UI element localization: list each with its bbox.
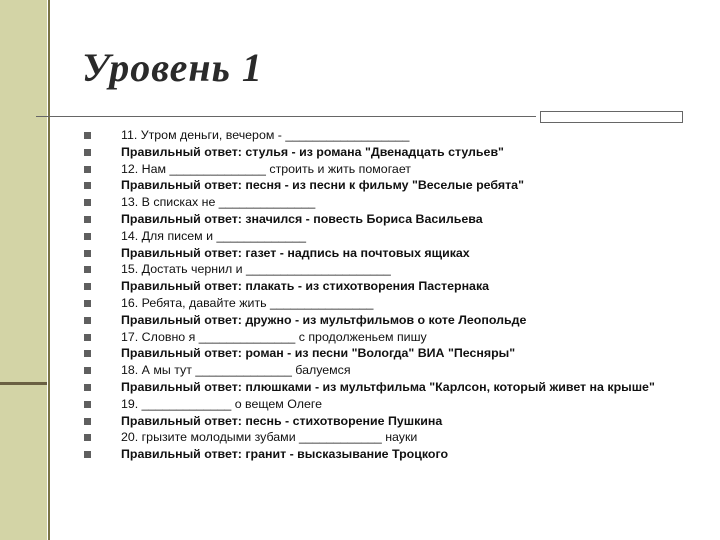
answer-text: Правильный ответ: плюшками - из мультфильма "Карлсон, который живет на крыше"	[121, 379, 655, 394]
left-decor-band	[0, 0, 47, 540]
answer-text: Правильный ответ: газет - надпись на почтовых ящиках	[121, 245, 470, 260]
answer-item	[84, 144, 684, 161]
square-bullet-icon	[84, 250, 91, 257]
square-bullet-icon	[84, 233, 91, 240]
answer-item	[84, 413, 684, 430]
square-bullet-icon	[84, 451, 91, 458]
answer-text: Правильный ответ: песнь - стихотворение Пушкина	[121, 413, 443, 428]
question-item	[84, 127, 684, 144]
square-bullet-icon	[84, 384, 91, 391]
square-bullet-icon	[84, 166, 91, 173]
answer-text: Правильный ответ: плакать - из стихотворения Пастернака	[121, 279, 490, 294]
question-item	[84, 295, 684, 312]
answer-item	[84, 245, 684, 262]
question-text: 15. Достать чернил и _____________________	[121, 262, 391, 277]
question-item	[84, 362, 684, 379]
square-bullet-icon	[84, 266, 91, 273]
question-item	[84, 329, 684, 346]
title-divider-line	[36, 116, 536, 117]
answer-text: Правильный ответ: гранит - высказывание Троцкого	[121, 447, 449, 462]
answer-text: Правильный ответ: роман - из песни "Вологда" ВИА "Песняры"	[121, 346, 516, 361]
question-item	[84, 429, 684, 446]
answer-item	[84, 211, 684, 228]
square-bullet-icon	[84, 199, 91, 206]
answer-text: Правильный ответ: значился - повесть Бориса Васильева	[121, 211, 483, 226]
slide-title: Уровень 1	[82, 45, 263, 90]
title-divider-box	[540, 111, 683, 123]
square-bullet-icon	[84, 334, 91, 341]
answer-item	[84, 379, 684, 396]
square-bullet-icon	[84, 434, 91, 441]
square-bullet-icon	[84, 317, 91, 324]
answer-item	[84, 312, 684, 329]
square-bullet-icon	[84, 350, 91, 357]
square-bullet-icon	[84, 149, 91, 156]
left-band-accent	[0, 382, 47, 385]
question-item	[84, 261, 684, 278]
question-item	[84, 161, 684, 178]
square-bullet-icon	[84, 216, 91, 223]
left-band-border	[48, 0, 50, 540]
question-item	[84, 396, 684, 413]
answer-text: Правильный ответ: песня - из песни к фильму "Веселые ребята"	[121, 178, 524, 193]
answer-item	[84, 278, 684, 295]
question-text: 19. _____________ о вещем Олеге	[121, 396, 323, 411]
question-text: 18. А мы тут ______________ балуемся	[121, 363, 351, 378]
answer-item	[84, 345, 684, 362]
question-text: 20. грызите молодыми зубами ____________ науки	[121, 430, 418, 445]
answer-item	[84, 177, 684, 194]
square-bullet-icon	[84, 283, 91, 290]
question-item	[84, 194, 684, 211]
question-item	[84, 228, 684, 245]
question-text: 11. Утром деньги, вечером - __________________	[121, 128, 410, 142]
question-text: 13. В списках не ______________	[121, 195, 316, 210]
square-bullet-icon	[84, 182, 91, 189]
square-bullet-icon	[84, 367, 91, 374]
square-bullet-icon	[84, 132, 91, 139]
question-list	[84, 127, 684, 463]
square-bullet-icon	[84, 418, 91, 425]
square-bullet-icon	[84, 300, 91, 307]
question-text: 14. Для писем и _____________	[121, 228, 307, 243]
question-text: 12. Нам ______________ строить и жить помогает	[121, 161, 411, 176]
answer-item	[84, 446, 684, 463]
question-text: 17. Словно я ______________ с продолженьем пишу	[121, 329, 427, 344]
square-bullet-icon	[84, 401, 91, 408]
answer-text: Правильный ответ: стулья - из романа "Двенадцать стульев"	[121, 144, 504, 159]
answer-text: Правильный ответ: дружно - из мультфильмов о коте Леопольде	[121, 312, 527, 327]
question-text: 16. Ребята, давайте жить _______________	[121, 295, 374, 310]
